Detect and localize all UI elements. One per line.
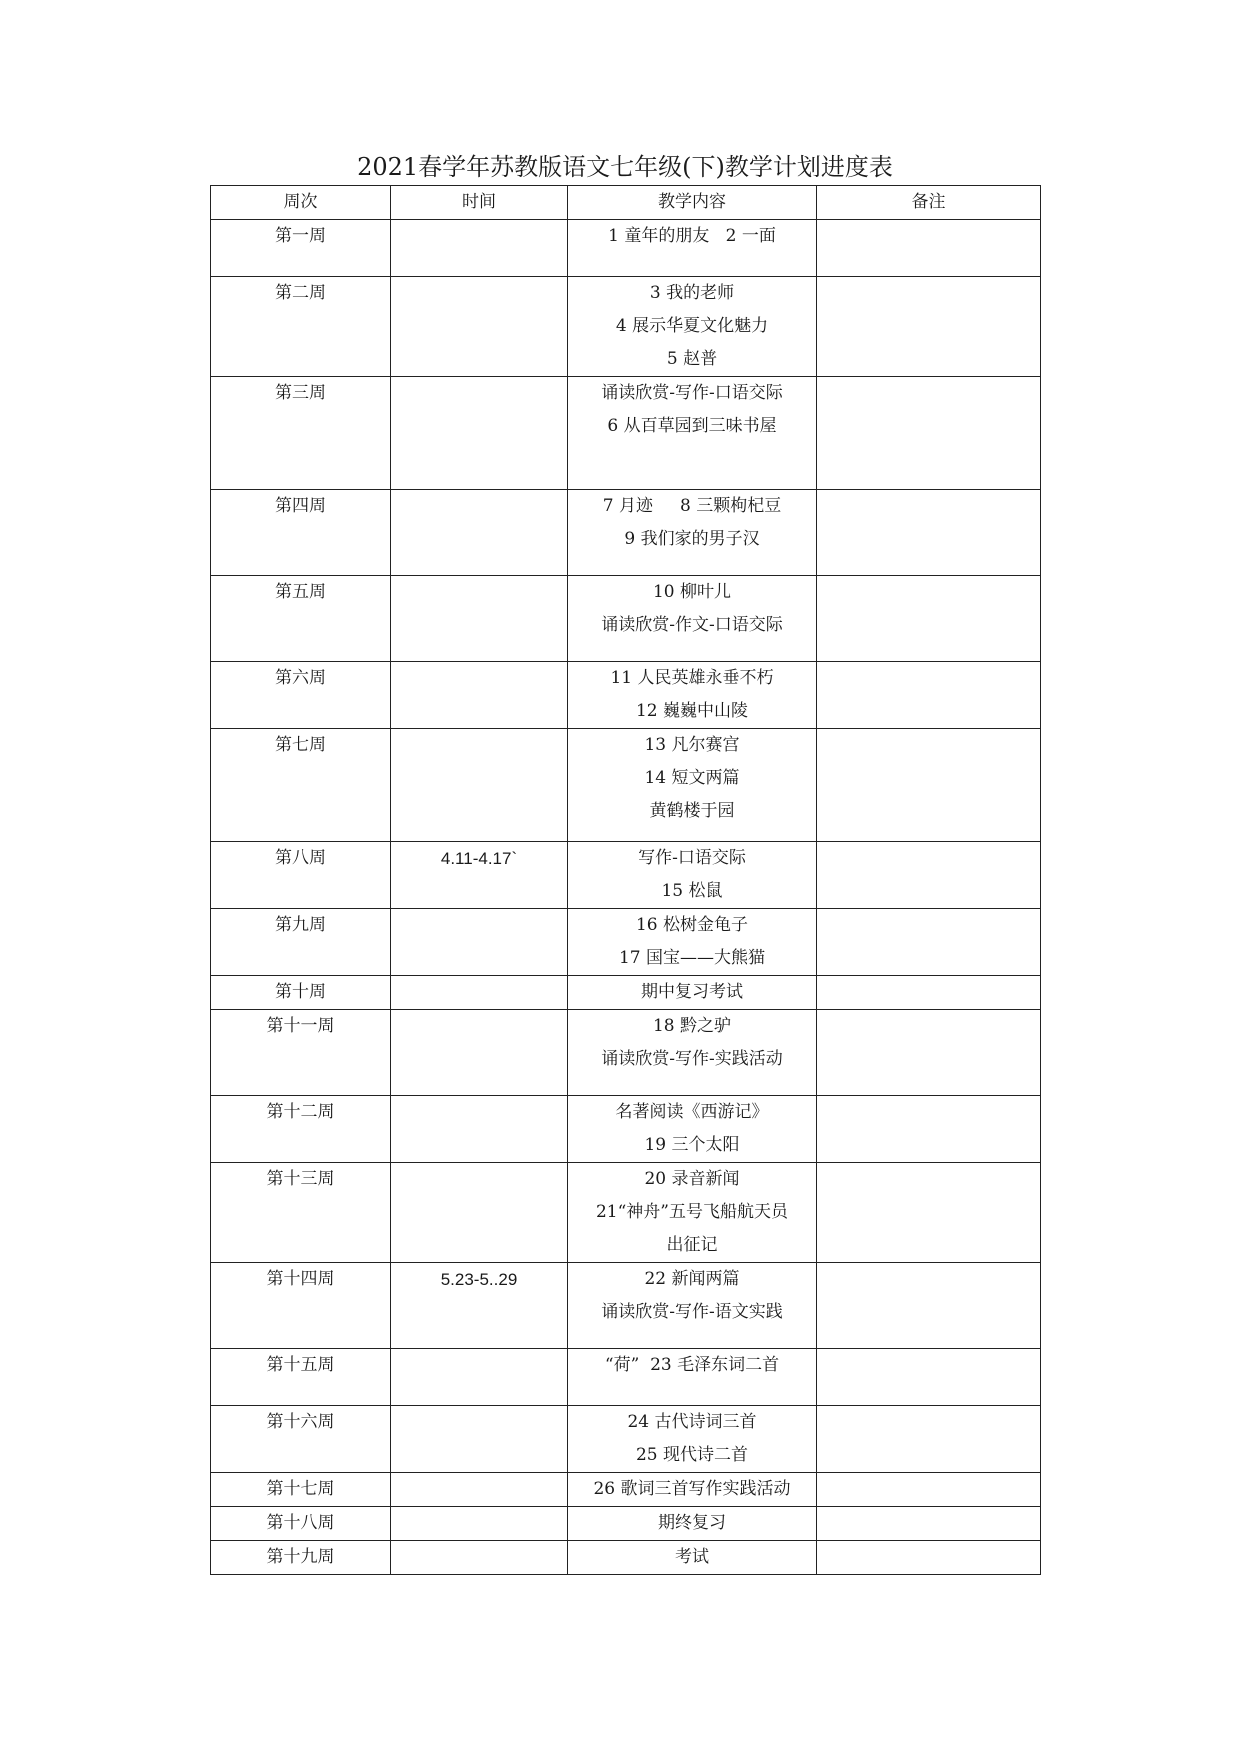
content-line: 名著阅读《西游记》 [615, 1102, 769, 1122]
table-row [211, 220, 1041, 277]
time-cell [391, 377, 568, 490]
content-line: 7 月迹 8 三颗枸杞豆 [602, 496, 782, 516]
content-line: 期终复习 [658, 1513, 726, 1533]
schedule-body [211, 220, 1041, 1575]
note-cell [817, 662, 1041, 729]
column-header-week: 周次 [211, 186, 391, 220]
time-cell: 4.11-4.17` [391, 842, 568, 909]
content-cell [568, 1263, 817, 1349]
schedule-table [210, 185, 1041, 1575]
week-cell: 第一周 [211, 220, 391, 277]
time-cell [391, 1541, 568, 1575]
time-cell [391, 1163, 568, 1263]
week-cell: 第八周 [211, 842, 391, 909]
content-line: 9 我们家的男子汉 [624, 529, 760, 549]
week-cell: 第十周 [211, 976, 391, 1010]
content-line: 3 我的老师 [649, 283, 735, 303]
page-title: 2021春学年苏教版语文七年级(下)教学计划进度表 [357, 153, 893, 181]
table-row [211, 490, 1041, 576]
content-line: 黄鹤楼于园 [649, 801, 735, 821]
content-cell [568, 277, 817, 377]
time-cell [391, 1349, 568, 1406]
note-cell [817, 1010, 1041, 1096]
note-cell [817, 490, 1041, 576]
table-row [211, 909, 1041, 976]
week-cell: 第四周 [211, 490, 391, 576]
week-cell: 第十二周 [211, 1096, 391, 1163]
note-cell [817, 976, 1041, 1010]
week-cell: 第六周 [211, 662, 391, 729]
content-line: 诵读欣赏-写作-语文实践 [601, 1302, 783, 1322]
note-cell [817, 842, 1041, 909]
week-cell: 第十三周 [211, 1163, 391, 1263]
table-row [211, 1507, 1041, 1541]
time-cell [391, 1096, 568, 1163]
content-line: 写作-口语交际 [638, 848, 746, 868]
table-row [211, 277, 1041, 377]
note-cell [817, 1349, 1041, 1406]
content-line: 6 从百草园到三味书屋 [607, 416, 777, 436]
content-cell [568, 909, 817, 976]
content-line: 14 短文两篇 [644, 768, 740, 788]
content-cell [568, 1010, 817, 1096]
content-line: 24 古代诗词三首 [627, 1412, 757, 1432]
header-row [211, 186, 1041, 220]
week-cell: 第十八周 [211, 1507, 391, 1541]
note-cell [817, 1163, 1041, 1263]
week-cell: 第十五周 [211, 1349, 391, 1406]
time-cell [391, 277, 568, 377]
note-cell [817, 1473, 1041, 1507]
content-cell [568, 1096, 817, 1163]
content-cell [568, 842, 817, 909]
time-cell [391, 220, 568, 277]
table-row [211, 976, 1041, 1010]
content-line: 16 松树金龟子 [635, 915, 749, 935]
content-line: 11 人民英雄永垂不朽 [610, 668, 774, 688]
note-cell [817, 1507, 1041, 1541]
content-line: 出征记 [666, 1235, 718, 1255]
time-cell [391, 729, 568, 842]
content-line: 10 柳叶儿 [652, 582, 732, 602]
table-row [211, 1263, 1041, 1349]
time-cell [391, 909, 568, 976]
content-line: 诵读欣赏-作文-口语交际 [601, 615, 783, 635]
table-row [211, 729, 1041, 842]
table-row [211, 842, 1041, 909]
week-cell: 第十一周 [211, 1010, 391, 1096]
table-row [211, 1010, 1041, 1096]
content-cell [568, 1507, 817, 1541]
note-cell [817, 729, 1041, 842]
table-row [211, 1541, 1041, 1575]
note-cell [817, 1406, 1041, 1473]
note-cell [817, 909, 1041, 976]
content-cell [568, 1406, 817, 1473]
week-cell: 第十六周 [211, 1406, 391, 1473]
content-line: 12 巍巍中山陵 [635, 701, 749, 721]
time-cell [391, 1010, 568, 1096]
content-cell [568, 576, 817, 662]
column-header-note: 备注 [817, 186, 1041, 220]
content-line: 5 赵普 [666, 349, 718, 369]
table-row [211, 377, 1041, 490]
time-cell [391, 976, 568, 1010]
time-cell [391, 1406, 568, 1473]
content-cell [568, 220, 817, 277]
content-line: 25 现代诗二首 [635, 1445, 749, 1465]
week-cell: 第七周 [211, 729, 391, 842]
time-cell [391, 490, 568, 576]
week-cell: 第九周 [211, 909, 391, 976]
content-line: 17 国宝——大熊猫 [618, 948, 766, 968]
table-row [211, 1406, 1041, 1473]
content-line: 15 松鼠 [661, 881, 723, 901]
content-line: 诵读欣赏-写作-实践活动 [601, 1049, 783, 1069]
week-cell: 第三周 [211, 377, 391, 490]
column-header-time: 时间 [391, 186, 568, 220]
content-line: 21“神舟”五号飞船航天员 [595, 1202, 788, 1222]
week-cell: 第十九周 [211, 1541, 391, 1575]
note-cell [817, 576, 1041, 662]
note-cell [817, 277, 1041, 377]
time-cell [391, 576, 568, 662]
table-row [211, 1473, 1041, 1507]
content-cell [568, 662, 817, 729]
content-line: 26 歌词三首写作实践活动 [593, 1479, 791, 1499]
content-cell [568, 729, 817, 842]
time-cell: 5.23-5..29 [391, 1263, 568, 1349]
table-row [211, 662, 1041, 729]
content-line: 22 新闻两篇 [644, 1269, 740, 1289]
content-line: 19 三个太阳 [644, 1135, 740, 1155]
content-cell [568, 377, 817, 490]
content-line: “荷” 23 毛泽东词二首 [604, 1355, 780, 1375]
content-line: 13 凡尔赛宫 [644, 735, 740, 755]
column-header-content: 教学内容 [568, 186, 817, 220]
content-cell [568, 976, 817, 1010]
week-cell: 第二周 [211, 277, 391, 377]
time-cell [391, 1507, 568, 1541]
content-line: 诵读欣赏-写作-口语交际 [601, 383, 783, 403]
note-cell [817, 1096, 1041, 1163]
week-cell: 第五周 [211, 576, 391, 662]
content-line: 1 童年的朋友 2 一面 [608, 226, 776, 246]
time-cell [391, 662, 568, 729]
content-cell [568, 1349, 817, 1406]
content-cell [568, 1163, 817, 1263]
content-line: 4 展示华夏文化魅力 [615, 316, 769, 336]
content-cell [568, 1541, 817, 1575]
content-line: 20 录音新闻 [644, 1169, 740, 1189]
table-row [211, 1096, 1041, 1163]
note-cell [817, 220, 1041, 277]
time-cell [391, 1473, 568, 1507]
table-row [211, 1163, 1041, 1263]
table-row [211, 1349, 1041, 1406]
week-cell: 第十四周 [211, 1263, 391, 1349]
content-line: 期中复习考试 [641, 982, 743, 1002]
note-cell [817, 1263, 1041, 1349]
content-cell [568, 490, 817, 576]
note-cell [817, 1541, 1041, 1575]
week-cell: 第十七周 [211, 1473, 391, 1507]
content-cell [568, 1473, 817, 1507]
content-line: 18 黔之驴 [652, 1016, 732, 1036]
content-line: 考试 [675, 1547, 709, 1567]
table-row [211, 576, 1041, 662]
note-cell [817, 377, 1041, 490]
